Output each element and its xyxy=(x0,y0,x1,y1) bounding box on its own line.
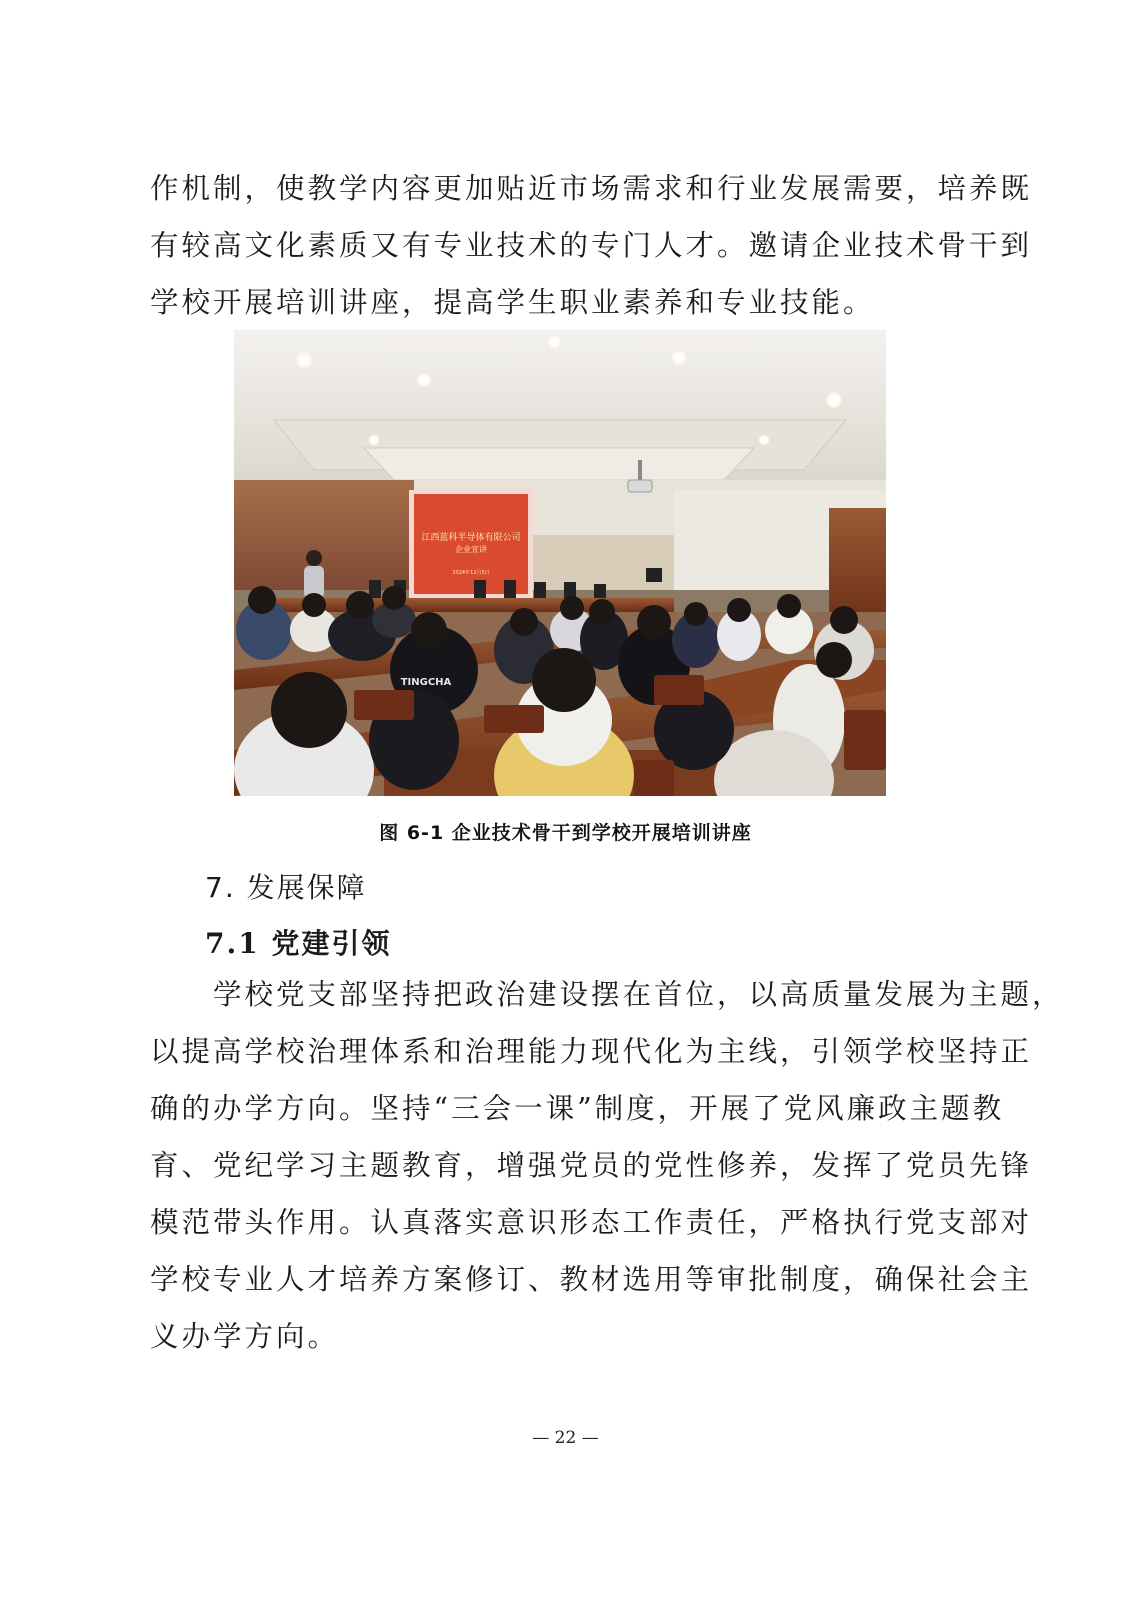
text-line: 义办学方向。 xyxy=(150,1320,340,1353)
section-subheading: 7.1 党建引领 xyxy=(205,927,392,960)
top-paragraph xyxy=(150,160,1033,331)
text-line: 学校专业人才培养方案修订、教材选用等审批制度，确保社会主 xyxy=(150,1263,1033,1296)
text-line: 以提高学校治理体系和治理能力现代化为主线，引领学校坚持正 xyxy=(150,1035,1033,1068)
body-paragraph xyxy=(150,966,1064,1365)
text-line: 学校开展培训讲座，提高学生职业素养和专业技能。 xyxy=(150,286,875,319)
figure-caption: 图 6-1 企业技术骨干到学校开展培训讲座 xyxy=(379,822,752,844)
text-line: 育、党纪学习主题教育，增强党员的党性修养，发挥了党员先锋 xyxy=(150,1149,1033,1182)
text-line: 确的办学方向。坚持“三会一课”制度，开展了党风廉政主题教 xyxy=(150,1092,1005,1125)
screen-title: 江西蓝科半导体有限公司 xyxy=(421,533,521,543)
screen-date: 2024年12月5日 xyxy=(452,570,490,576)
screen-subtitle: 企业宣讲 xyxy=(455,545,487,554)
text-line: 模范带头作用。认真落实意识形态工作责任，严格执行党支部对 xyxy=(150,1206,1033,1239)
shirt-text: TINGCHA xyxy=(400,677,452,688)
lecture-photo xyxy=(234,330,886,796)
text-line: 学校党支部坚持把政治建设摆在首位，以高质量发展为主题， xyxy=(150,978,1064,1011)
page-number: — 22 — xyxy=(532,1428,599,1448)
text-line: 有较高文化素质又有专业技术的专门人才。邀请企业技术骨干到 xyxy=(150,229,1033,262)
text-line: 作机制，使教学内容更加贴近市场需求和行业发展需要，培养既 xyxy=(150,172,1033,205)
section-heading: 7. 发展保障 xyxy=(205,871,367,904)
lecture-photo-illustration xyxy=(234,330,886,796)
